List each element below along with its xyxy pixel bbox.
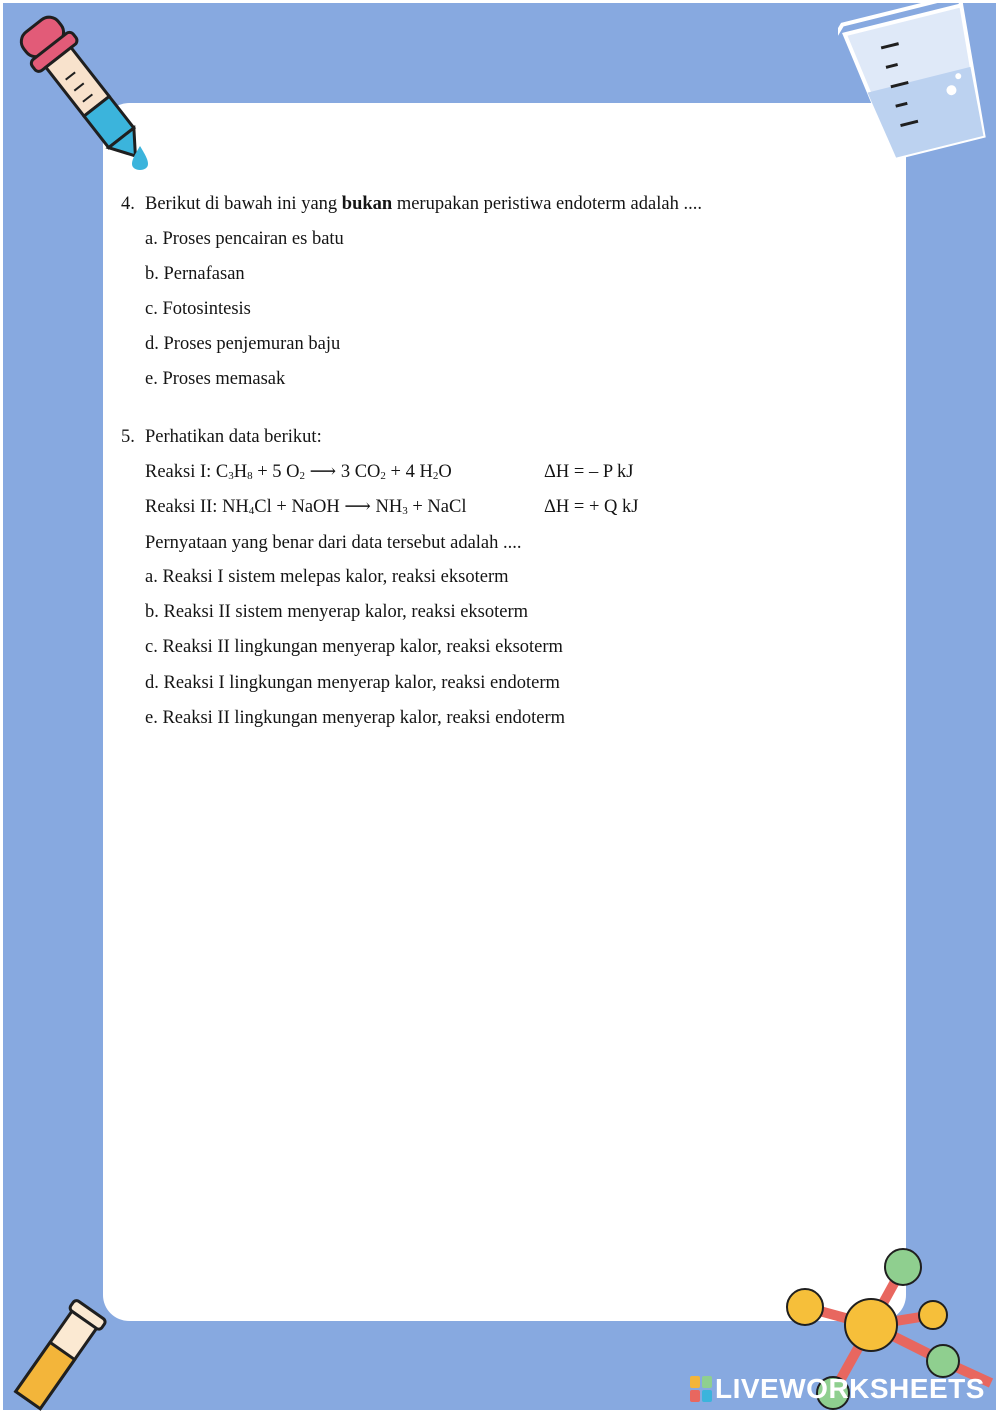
eq-subscript: 3: [228, 470, 234, 482]
q4-option-c: c. Fotosintesis: [145, 299, 251, 319]
stem-text: Perhatikan data berikut:: [145, 427, 322, 447]
question-number: 4.: [121, 194, 135, 214]
reaction-2-enthalpy: ΔH = + Q kJ: [544, 497, 639, 517]
eq-part: + 5 O: [252, 462, 300, 482]
brand-logo[interactable]: [690, 1373, 985, 1405]
eq-subscript: 2: [380, 470, 386, 482]
reaction-label: Reaksi I:: [145, 462, 216, 482]
eq-subscript: 2: [299, 470, 306, 482]
eq-subscript: 4: [248, 505, 255, 517]
eq-part: NH: [222, 497, 249, 517]
eq-part: H: [233, 462, 248, 482]
q4-option-d: d. Proses penjemuran baju: [145, 334, 341, 354]
q4-option-b: b. Pernafasan: [145, 264, 245, 284]
eq-subscript: 3: [402, 505, 408, 517]
eq-part: C: [215, 462, 229, 482]
test-tube-icon: [0, 1298, 110, 1413]
q5-option-b: b. Reaksi II sistem menyerap kalor, reaksi eksoterm: [145, 602, 529, 622]
question-number: 5.: [121, 427, 135, 447]
dropper-icon: [0, 0, 160, 175]
question-4-stem: [121, 193, 702, 215]
eq-part: ⟶ 3 CO: [305, 462, 381, 482]
q5-option-a: a. Reaksi I sistem melepas kalor, reaksi eksoterm: [145, 567, 509, 587]
reaction-label: Reaksi II:: [145, 497, 223, 517]
beaker-icon: [838, 0, 999, 160]
liveworksheets-logo-icon: [690, 1376, 712, 1402]
reaction-1: [145, 461, 452, 487]
stem-emphasis: bukan: [341, 194, 393, 214]
q5-prompt: Pernyataan yang benar dari data tersebut adalah ....: [145, 533, 522, 553]
brand-name: LIVEWORKSHEETS: [715, 1373, 985, 1404]
q4-option-e: e. Proses memasak: [145, 369, 286, 389]
q5-option-d: d. Reaksi I lingkungan menyerap kalor, reaksi endoterm: [145, 673, 560, 693]
eq-part: O: [438, 462, 452, 482]
eq-part: + NaCl: [407, 497, 467, 517]
reaction-2: [145, 496, 466, 522]
q5-option-e: e. Reaksi II lingkungan menyerap kalor, reaksi endoterm: [145, 708, 565, 728]
eq-subscript: 2: [432, 470, 439, 482]
stem-text: merupakan peristiwa endoterm adalah ....: [392, 194, 702, 214]
stem-text: Berikut di bawah ini yang: [145, 194, 342, 214]
eq-part: Cl + NaOH ⟶ NH: [254, 497, 403, 517]
reaction-1-enthalpy: ΔH = – P kJ: [544, 462, 634, 482]
q5-option-c: c. Reaksi II lingkungan menyerap kalor, reaksi eksoterm: [145, 637, 563, 657]
q4-option-a: a. Proses pencairan es batu: [145, 229, 344, 249]
eq-subscript: 8: [247, 470, 253, 482]
question-5-stem: [121, 426, 322, 448]
eq-part: + 4 H: [385, 462, 433, 482]
